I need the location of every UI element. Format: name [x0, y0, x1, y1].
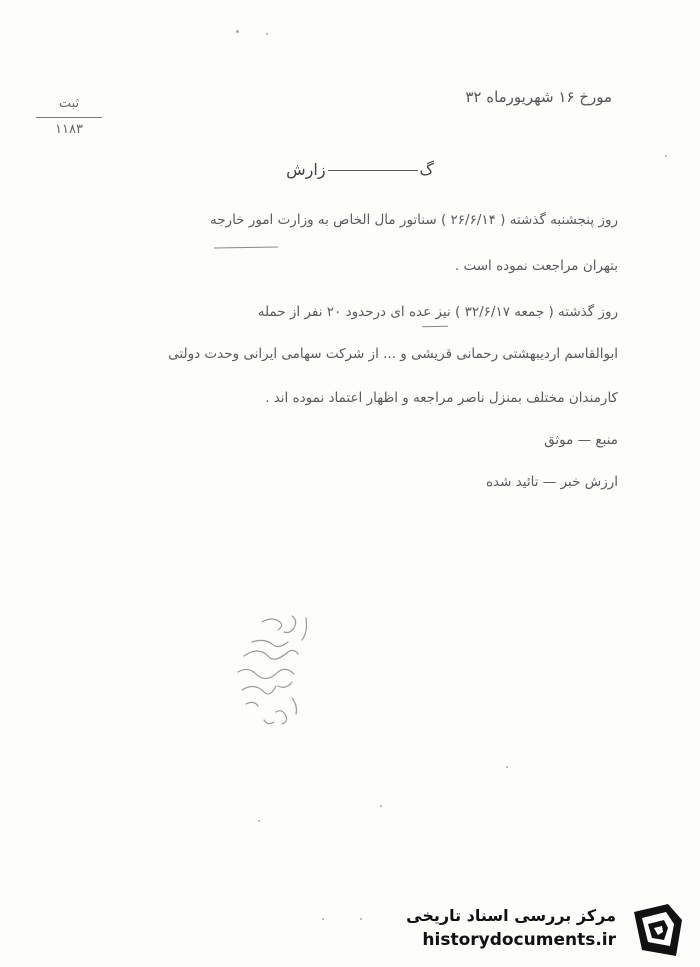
handwritten-underline: [214, 246, 278, 248]
title-end: زارش: [286, 160, 326, 179]
handwritten-underline: [422, 326, 448, 327]
handwritten-signature: [222, 608, 332, 748]
reference-number: ۱۱۸۳: [55, 122, 83, 137]
archive-name: مرکز بررسی اسناد تاریخی: [406, 906, 616, 925]
reference-number-box: [32, 96, 106, 137]
document-title: [270, 160, 450, 179]
document-date: مورخ ۱۶ شهریورماه ۳۲: [465, 88, 612, 106]
body-line-4: ابوالقاسم اردیبهشتی رحمانی قریشی و ... از شرکت سهامی ایرانی وحدت دولتی: [168, 346, 618, 362]
archive-logo-icon: [628, 900, 688, 960]
scan-speck: [266, 33, 268, 35]
body-line-6: منبع — موثق: [544, 432, 618, 448]
body-line-5: کارمندان مختلف بمنزل ناصر مراجعه و اظهار اعتماد نموده اند .: [265, 390, 618, 406]
scan-speck: [380, 805, 382, 807]
title-start: گ: [419, 160, 434, 179]
body-line-2: بتهران مراجعت نموده است .: [454, 258, 618, 274]
title-kashida: [328, 170, 418, 171]
reference-label: ثبت: [58, 96, 80, 111]
body-line-1: روز پنجشنبه گذشته ( ۲۶/۶/۱۴ ) سناتور مال الخاص به وزارت امور خارجه: [209, 212, 618, 228]
archive-url: historydocuments.ir: [422, 930, 616, 950]
reference-rule: [36, 117, 102, 118]
scan-speck: [236, 30, 239, 33]
scan-speck: [665, 155, 667, 157]
body-line-7: ارزش خبر — تائید شده: [485, 474, 618, 490]
scan-speck: [322, 918, 324, 920]
scan-speck: [506, 766, 508, 768]
scan-speck: [258, 820, 260, 822]
scan-speck: [360, 918, 362, 920]
body-line-3: روز گذشته ( جمعه ۳۲/۶/۱۷ ) نیز عده ای درحدود ۲۰ نفر از حمله: [257, 304, 618, 320]
